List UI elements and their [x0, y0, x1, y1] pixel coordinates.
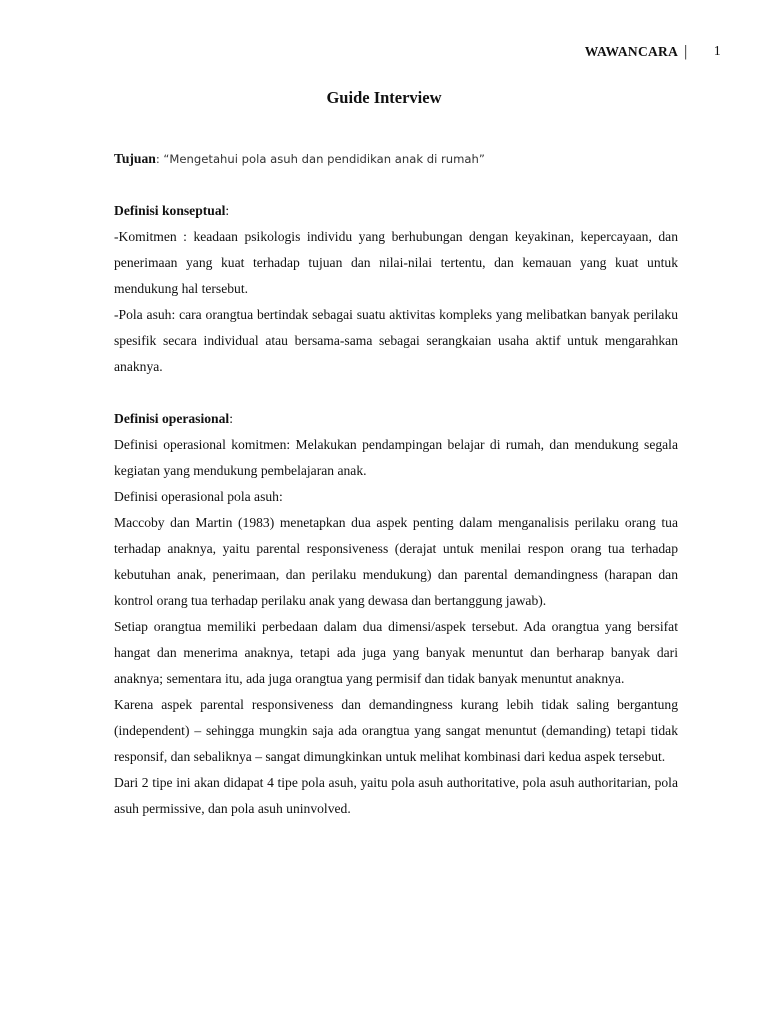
konseptual-paragraph: -Pola asuh: cara orangtua bertindak sebagai suatu aktivitas kompleks yang melibatkan banyak perilaku spesifik secara individual atau bersama-sama sebagai serangkaian usaha aktif untuk mengarahkan anaknya.	[114, 307, 678, 374]
operasional-paragraph: Definisi operasional pola asuh:	[114, 489, 283, 504]
page-number: 1	[713, 44, 721, 59]
operasional-colon: :	[229, 411, 233, 426]
tujuan-text: : “Mengetahui pola asuh dan pendidikan anak di rumah”	[155, 152, 485, 166]
operasional-paragraph: Definisi operasional komitmen: Melakukan pendampingan belajar di rumah, dan mendukung segala kegiatan yang mendukung pembelajaran anak.	[114, 437, 678, 478]
operasional-paragraph: Setiap orangtua memiliki perbedaan dalam dua dimensi/aspek tersebut. Ada orangtua yang bersifat hangat dan menerima anaknya, tetapi ada juga yang banyak menuntut dan berharap banyak dari anaknya; sementara itu, ada juga orangtua yang permisif dan tidak banyak menuntut anaknya.	[114, 619, 678, 686]
document-title: Guide Interview	[326, 88, 442, 107]
header-separator: |	[684, 43, 688, 60]
tujuan-label: Tujuan	[114, 151, 156, 166]
operasional-paragraph: Maccoby dan Martin (1983) menetapkan dua aspek penting dalam menganalisis perilaku orang tua terhadap anaknya, yaitu parental responsiveness (derajat untuk menilai respon orang tua terhadap kebutuhan anak, penerimaan, dan perilaku mendukung) dan parental demandingness (harapan dan kontrol orang tua terhadap perilaku anak yang dewasa dan bertanggung jawab).	[114, 515, 678, 608]
operasional-heading: Definisi operasional	[114, 411, 230, 426]
header-title: WAWANCARA	[584, 44, 679, 59]
operasional-paragraph: Dari 2 tipe ini akan didapat 4 tipe pola asuh, yaitu pola asuh authoritative, pola asuh authoritarian, pola asuh permissive, dan pola asuh uninvolved.	[114, 775, 678, 816]
konseptual-paragraph: -Komitmen : keadaan psikologis individu yang berhubungan dengan keyakinan, kepercayaan, dan penerimaan yang kuat terhadap tujuan dan nilai-nilai tertentu, dan kemauan yang kuat untuk mendukung hal tersebut.	[114, 229, 678, 296]
document-body	[114, 146, 678, 822]
konseptual-colon: :	[225, 203, 230, 218]
operasional-paragraph: Karena aspek parental responsiveness dan demandingness kurang lebih tidak saling bergantung (independent) – sehingga mungkin saja ada orangtua yang sangat menuntut (demanding) tetapi tidak responsif, dan sebaliknya – sangat dimungkinkan untuk melihat kombinasi dari kedua aspek tersebut.	[114, 697, 678, 764]
operasional-heading-line	[114, 406, 678, 432]
konseptual-heading: Definisi konseptual	[114, 203, 226, 218]
page-header	[585, 44, 721, 60]
tujuan-line	[114, 146, 678, 172]
konseptual-heading-line	[114, 198, 678, 224]
